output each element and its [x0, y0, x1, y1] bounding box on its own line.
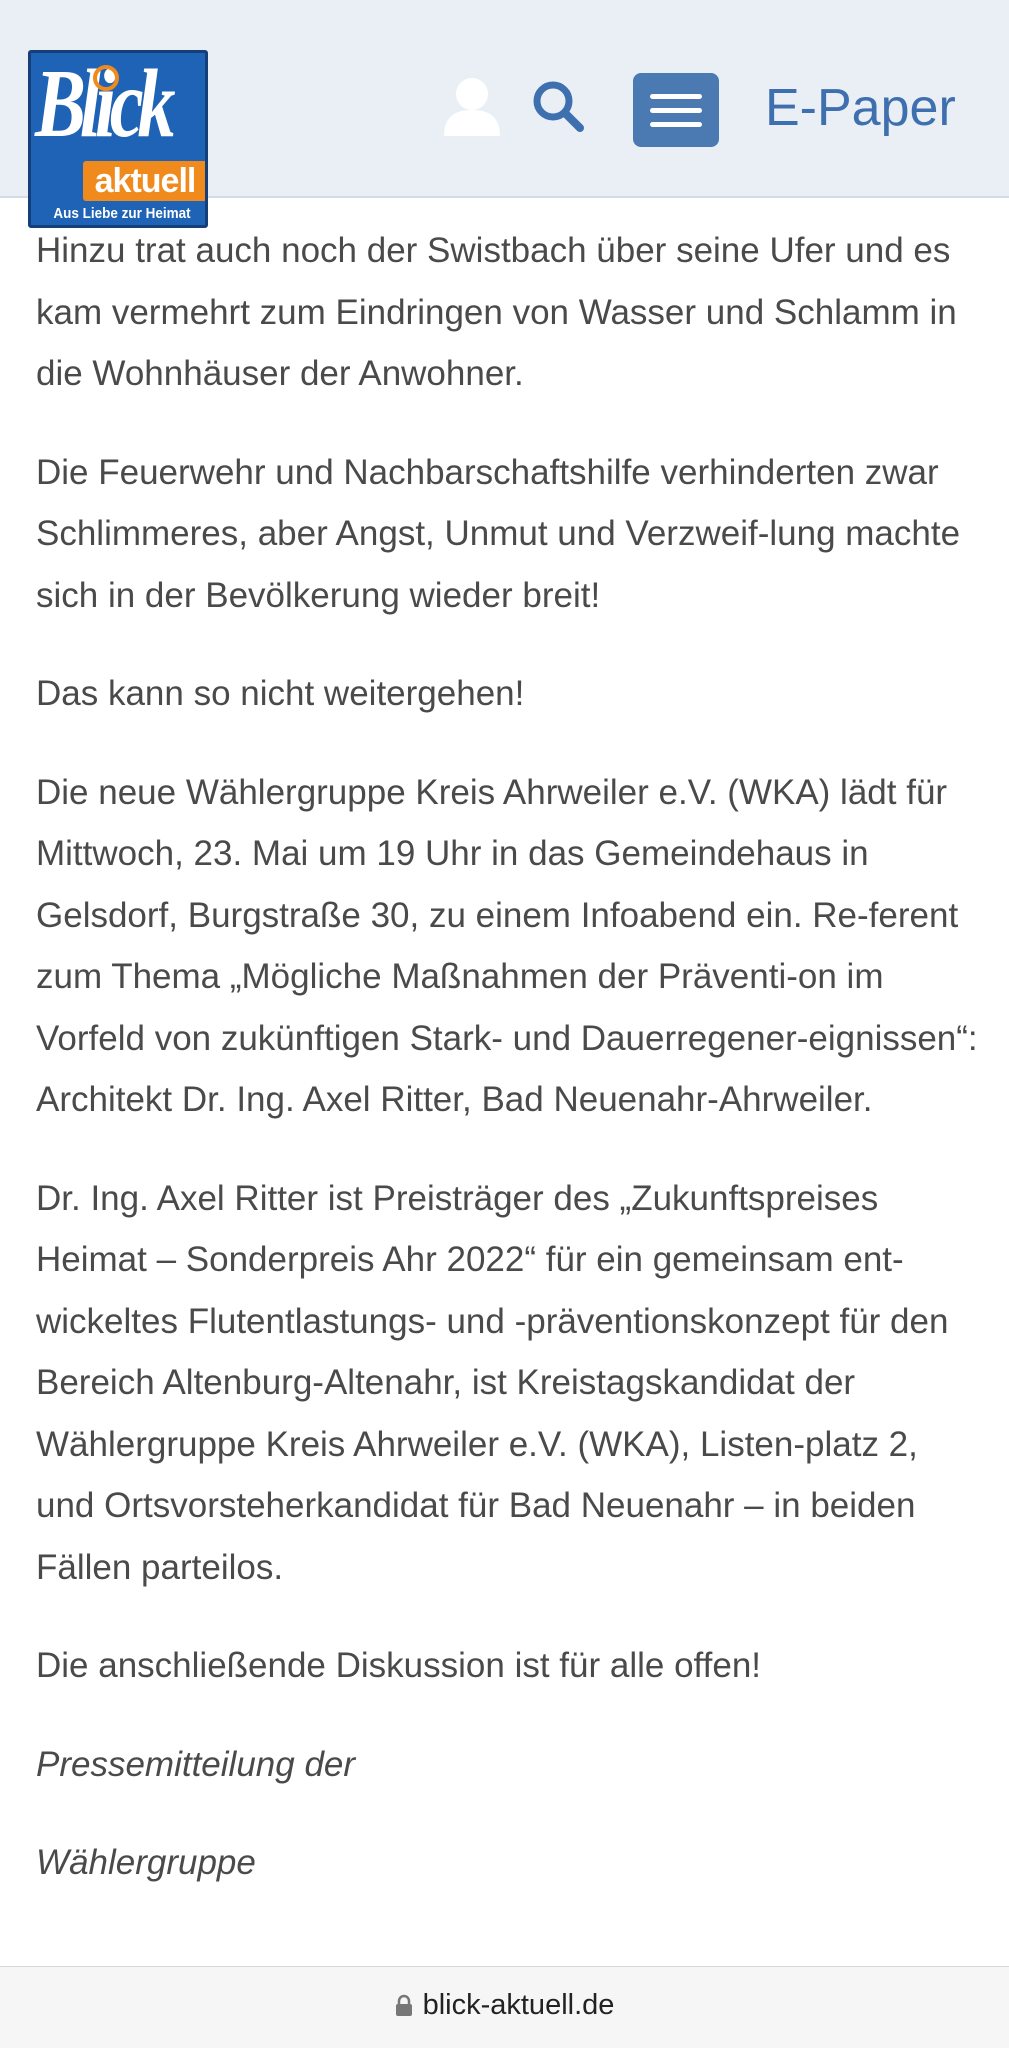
press-release-line: Wählergruppe [36, 1843, 256, 1882]
search-icon[interactable] [530, 78, 586, 134]
article-body [36, 220, 981, 1931]
site-header [0, 0, 1009, 222]
article-paragraph: Die neue Wählergruppe Kreis Ahrweiler e.V. (WKA) lädt für Mittwoch, 23. Mai um 19 Uhr in das Gemeindehaus in Gelsdorf, Burgstraße 30, zu einem Infoabend ein. Re-ferent zum Thema „Mögliche Maßnahmen der Präventi-on im Vorfeld von zukünftigen Stark- und Dauerregener-eignissen“: Architekt Dr. Ing. Axel Ritter, Bad Neuenahr-Ahrweiler. [36, 772, 978, 1119]
lock-icon [395, 1994, 413, 2016]
article-paragraph: Dr. Ing. Axel Ritter ist Preisträger des „Zukunftspreises Heimat – Sonderpreis Ahr 2022“ für ein gemeinsam ent-wickeltes Flutentlastungs- und -präventionskonzept für den Bereich Altenburg-Altenahr, ist Kreistagskandidat der Wählergruppe Kreis Ahrweiler e.V. (WKA), Listen-platz 2, und Ortsvorsteherkandidat für Bad Neuenahr – in beiden Fällen parteilos. [36, 1178, 949, 1587]
url-display[interactable] [0, 1985, 1009, 2025]
url-text: blick-aktuell.de [422, 1989, 615, 2021]
logo-swirl-icon [93, 65, 119, 91]
press-release-line: Pressemitteilung der [36, 1744, 356, 1784]
epaper-link[interactable]: E-Paper [765, 79, 956, 137]
article-paragraph: Hinzu trat auch noch der Swistbach über seine Ufer und es kam vermehrt zum Eindringen von Wasser und Schlamm in die Wohnhäuser der Anwohner. [36, 231, 957, 393]
logo-tagline: Aus Liebe zur Heimat [53, 205, 191, 222]
article-paragraph: Die anschließende Diskussion ist für alle offen! [36, 1646, 762, 1685]
menu-bar [650, 94, 702, 99]
logo-word: Blick [35, 50, 170, 158]
menu-bar [650, 122, 702, 127]
article-paragraph: Das kann so nicht weitergehen! [36, 674, 525, 713]
site-logo[interactable] [28, 50, 208, 228]
menu-bar [650, 108, 702, 113]
article-paragraph: Die Feuerwehr und Nachbarschaftshilfe verhinderten zwar Schlimmeres, aber Angst, Unmut und Verzweif-lung machte sich in der Bevölkerung wieder breit! [36, 452, 961, 615]
hamburger-menu-button[interactable] [633, 73, 719, 147]
browser-address-bar[interactable] [0, 1966, 1009, 2048]
user-icon[interactable] [440, 74, 504, 138]
logo-badge: aktuell [83, 161, 207, 201]
